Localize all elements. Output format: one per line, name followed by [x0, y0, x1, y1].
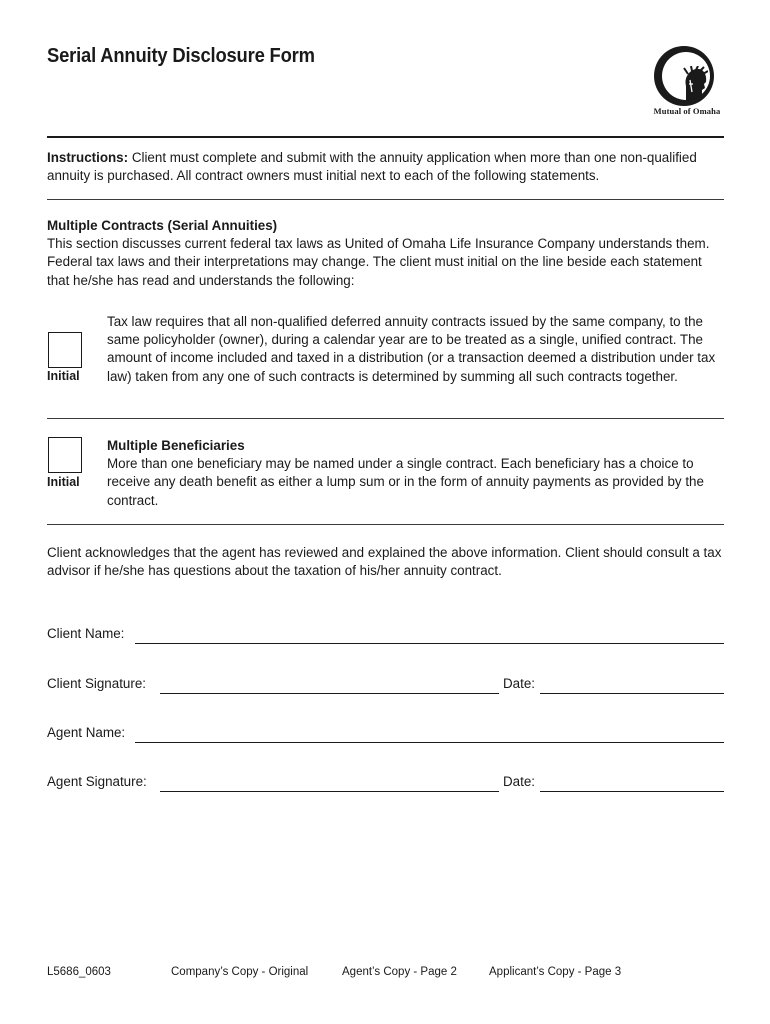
section-body: This section discusses current federal tax laws as United of Omaha Life Insurance Company understands them. Federal tax laws and their interpretations may change. The client must initial on the line beside each statement that he/she has read and understands the following: — [47, 236, 710, 288]
acknowledgement: Client acknowledges that the agent has reviewed and explained the above information. Client should consult a tax advisor if he/she has questions about the taxation of his/her annuity contract. — [47, 545, 722, 579]
section-heading: Multiple Contracts (Serial Annuities) — [47, 218, 278, 233]
client-name-field — [47, 626, 724, 646]
footer-copy-company: Company’s Copy - Original — [171, 966, 309, 978]
agent-name-label: Agent Name: — [47, 725, 126, 740]
instructions-label: Instructions: — [47, 150, 129, 165]
client-signature-field — [47, 676, 724, 696]
client-name-label: Client Name: — [47, 626, 125, 641]
statement-2-text: More than one beneficiary may be named under a single contract. Each beneficiary has a choice to receive any death benefit as either a lump sum or in the form of annuity payments as provided by the contract. — [107, 456, 704, 508]
client-date-label: Date: — [503, 676, 536, 691]
form-number: L5686_0603 — [47, 966, 111, 978]
title-divider — [47, 136, 724, 138]
client-signature-label: Client Signature: — [47, 676, 146, 691]
agent-name-input[interactable] — [135, 742, 724, 743]
agent-date-label: Date: — [503, 774, 536, 789]
agent-signature-label: Agent Signature: — [47, 774, 147, 789]
divider — [47, 199, 724, 200]
statement-2 — [107, 437, 727, 510]
form-title: Serial Annuity Disclosure Form — [47, 45, 315, 67]
initial-label-1: Initial — [47, 369, 80, 383]
mutual-of-omaha-logo — [652, 46, 720, 120]
instructions-text: Client must complete and submit with the annuity application when more than one non-qualified annuity is purchased. All contract owners must initial next to each of the following statements. — [47, 150, 697, 184]
divider — [47, 524, 724, 525]
indian-head-icon — [680, 66, 708, 100]
footer-copy-agent: Agent’s Copy - Page 2 — [342, 966, 457, 978]
logo-wordmark: Mutual of Omaha — [653, 106, 721, 116]
agent-name-field — [47, 725, 724, 745]
agent-signature-input[interactable] — [160, 791, 499, 792]
client-date-input[interactable] — [540, 693, 724, 694]
initial-box-1[interactable] — [48, 332, 82, 368]
agent-date-input[interactable] — [540, 791, 724, 792]
client-name-input[interactable] — [135, 643, 724, 644]
instructions — [47, 149, 727, 185]
initial-box-2[interactable] — [48, 437, 82, 473]
statement-1 — [107, 313, 727, 386]
statement-1-text: Tax law requires that all non-qualified deferred annuity contracts issued by the same company, to the same policyholder (owner), during a calendar year are to be treated as a single, unified contract. The amount of income included and taxed in a distribution (or a transaction deemed a distribution under tax law) taken from any one of such contracts is determined by summing all such contracts together. — [107, 314, 716, 384]
footer-copy-applicant: Applicant’s Copy - Page 3 — [489, 966, 622, 978]
logo-emblem-icon — [654, 46, 714, 106]
divider — [47, 418, 724, 419]
statement-2-heading: Multiple Beneficiaries — [107, 438, 245, 453]
section-multiple-contracts — [47, 217, 727, 290]
initial-label-2: Initial — [47, 475, 80, 489]
agent-signature-field — [47, 774, 724, 794]
client-signature-input[interactable] — [160, 693, 499, 694]
